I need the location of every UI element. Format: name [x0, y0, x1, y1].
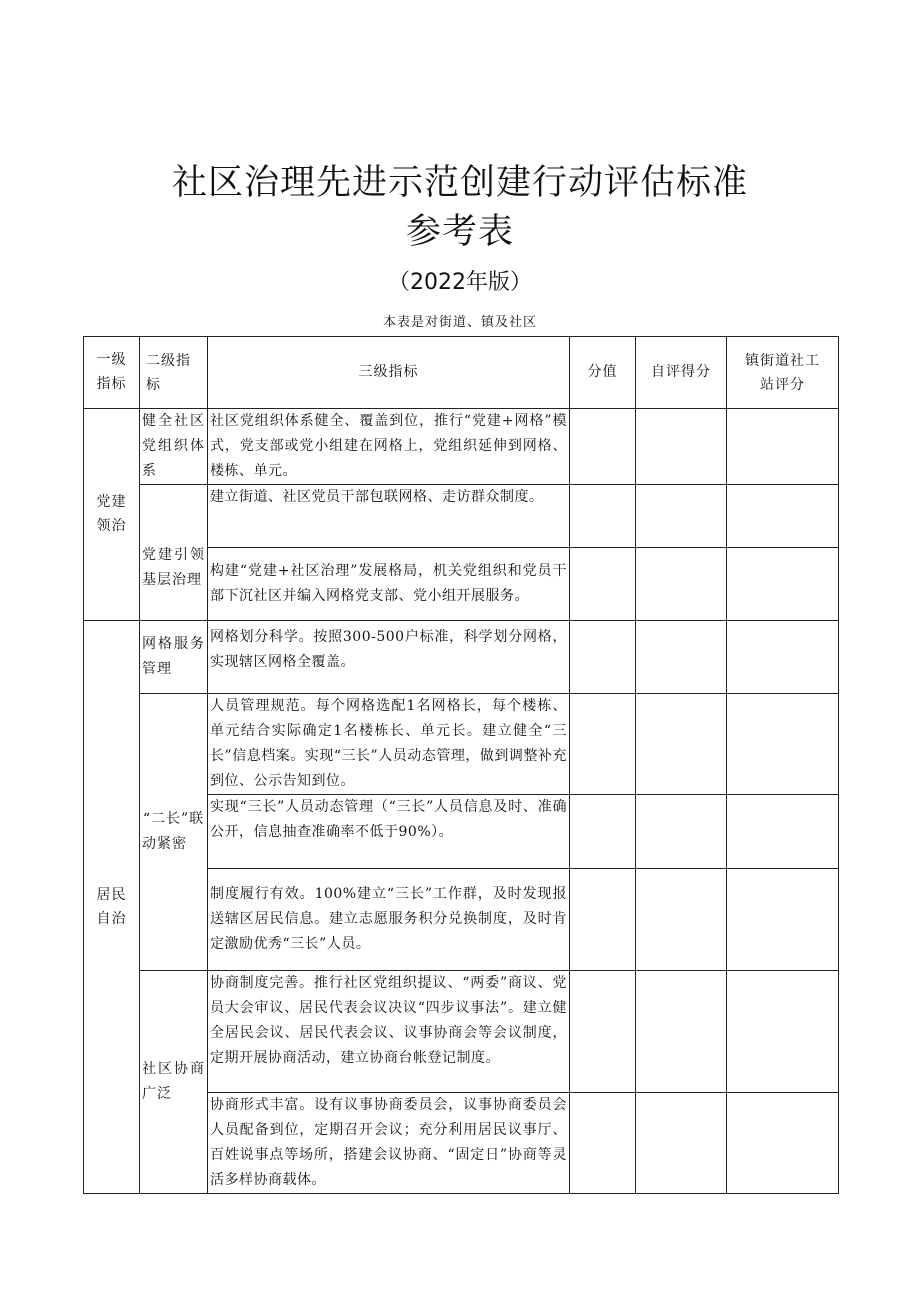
level3-cell: 网格划分科学。按照300-500户标准，科学划分网格，实现辖区网格全覆盖。 — [208, 621, 570, 694]
level2-cell: “二长”联动紧密 — [140, 694, 208, 971]
level1-cell: 党建领治 — [84, 409, 140, 621]
self-score-cell[interactable] — [636, 694, 727, 795]
scope-note: 本表是对街道、镇及社区 — [382, 315, 537, 330]
self-score-cell[interactable] — [636, 485, 727, 548]
level3-cell: 实现“三长”人员动态管理（“三长”人员信息及时、准确公开，信息抽查准确率不低于90%）。 — [208, 795, 570, 869]
document-title: 社区治理先进示范创建行动评估标准 — [171, 163, 748, 203]
header-self-score: 自评得分 — [636, 337, 727, 409]
score-cell[interactable] — [570, 1093, 636, 1194]
street-score-cell[interactable] — [727, 485, 839, 548]
score-cell[interactable] — [570, 409, 636, 485]
table-row — [84, 409, 839, 485]
level3-cell: 建立街道、社区党员干部包联网格、走访群众制度。 — [208, 485, 570, 548]
self-score-cell[interactable] — [636, 621, 727, 694]
street-score-cell[interactable] — [727, 409, 839, 485]
self-score-cell[interactable] — [636, 1093, 727, 1194]
table-row — [84, 485, 839, 548]
header-score: 分值 — [570, 337, 636, 409]
level3-cell: 制度履行有效。100%建立“三长”工作群，及时发现报送辖区居民信息。建立志愿服务积分兑换制度，及时肯定激励优秀“三长”人员。 — [208, 869, 570, 971]
self-score-cell[interactable] — [636, 795, 727, 869]
street-score-cell[interactable] — [727, 795, 839, 869]
score-cell[interactable] — [570, 694, 636, 795]
evaluation-table — [83, 336, 839, 1194]
header-level1: 一级指标 — [84, 337, 140, 409]
level3-cell: 构建“党建+社区治理”发展格局，机关党组织和党员干部下沉社区并编入网格党支部、党小组开展服务。 — [208, 548, 570, 621]
self-score-cell[interactable] — [636, 548, 727, 621]
level1-cell: 居民自治 — [84, 621, 140, 1194]
level3-cell: 协商形式丰富。设有议事协商委员会，议事协商委员会人员配备到位，定期召开会议；充分利用居民议事厅、百姓说事点等场所，搭建会议协商、“固定日”协商等灵活多样协商载体。 — [208, 1093, 570, 1194]
level2-cell: 网格服务管理 — [140, 621, 208, 694]
table-row — [84, 694, 839, 795]
street-score-cell[interactable] — [727, 694, 839, 795]
table-row — [84, 971, 839, 1093]
score-cell[interactable] — [570, 621, 636, 694]
score-cell[interactable] — [570, 795, 636, 869]
level3-cell: 社区党组织体系健全、覆盖到位，推行“党建+网格”模式，党支部或党小组建在网格上，党组织延伸到网格、楼栋、单元。 — [208, 409, 570, 485]
self-score-cell[interactable] — [636, 409, 727, 485]
table-header-row — [84, 337, 839, 409]
score-cell[interactable] — [570, 971, 636, 1093]
document-subtitle: 参考表 — [405, 212, 514, 252]
street-score-cell[interactable] — [727, 548, 839, 621]
level2-cell: 健全社区党组织体系 — [140, 409, 208, 485]
level2-cell: 社区协商广泛 — [140, 971, 208, 1194]
street-score-cell[interactable] — [727, 621, 839, 694]
score-cell[interactable] — [570, 869, 636, 971]
table-row — [84, 621, 839, 694]
self-score-cell[interactable] — [636, 869, 727, 971]
score-cell[interactable] — [570, 548, 636, 621]
street-score-cell[interactable] — [727, 869, 839, 971]
level3-cell: 协商制度完善。推行社区党组织提议、“两委”商议、党员大会审议、居民代表会议决议“四步议事法”。建立健全居民会议、居民代表会议、议事协商会等会议制度，定期开展协商活动，建立协商台帐登记制度。 — [208, 971, 570, 1093]
score-cell[interactable] — [570, 485, 636, 548]
level3-cell: 人员管理规范。每个网格选配1名网格长，每个楼栋、单元结合实际确定1名楼栋长、单元长。建立健全“三长”信息档案。实现“三长”人员动态管理，做到调整补充到位、公示告知到位。 — [208, 694, 570, 795]
self-score-cell[interactable] — [636, 971, 727, 1093]
street-score-cell[interactable] — [727, 1093, 839, 1194]
level2-cell: 党建引领基层治理 — [140, 485, 208, 621]
header-level3: 三级指标 — [208, 337, 570, 409]
header-street-score: 镇街道社工站评分 — [727, 337, 839, 409]
edition-label: （2022年版） — [388, 270, 532, 295]
header-level2: 二级指标 — [140, 337, 208, 409]
street-score-cell[interactable] — [727, 971, 839, 1093]
